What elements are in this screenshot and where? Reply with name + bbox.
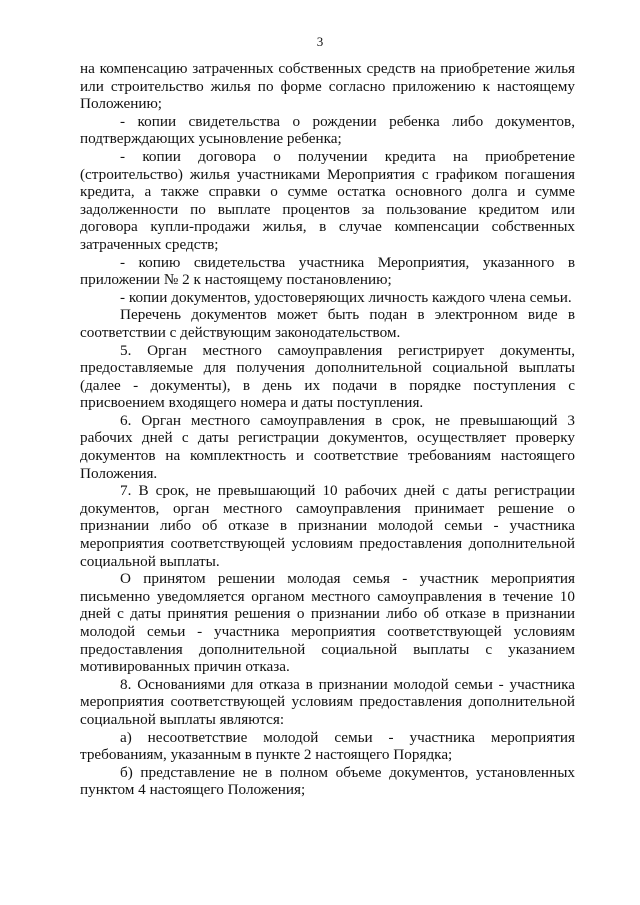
paragraph-application-continuation: на компенсацию затраченных собственных средств на приобретение жилья или строительство жилья по форме согласно приложению к настоящему Положению; <box>80 60 575 113</box>
paragraph-credit-agreement: - копии договора о получении кредита на приобретение (строительство) жилья участниками Мероприятия с графиком погашения кредита, а также справки о сумме остатка основного долга и сумме задолженности по выплате процентов за пользование кредитом или договора купли-продажи жилья, в случае компенсации собственных затраченных средств; <box>80 147 575 253</box>
document-body <box>80 60 575 799</box>
page-number: 3 <box>316 34 324 49</box>
paragraph-subitem-a: а) несоответствие молодой семьи - участника мероприятия требованиям, указанным в пункте 2 настоящего Порядка; <box>80 728 575 764</box>
paragraph-item-6: 6. Орган местного самоуправления в срок, не превышающий 3 рабочих дней с даты регистрации документов, осуществляет проверку документов на комплектность и соответствие требованиям настоящего Положения. <box>80 411 575 482</box>
paragraph-participant-certificate: - копию свидетельства участника Мероприятия, указанного в приложении № 2 к настоящему постановлению; <box>80 253 575 289</box>
paragraph-item-5: 5. Орган местного самоуправления регистрирует документы, предоставляемые для получения дополнительной социальной выплаты (далее - документы), в день их подачи в порядке поступления с присвоением входящего номера и даты поступления. <box>80 341 575 412</box>
paragraph-birth-certificate: - копии свидетельства о рождении ребенка либо документов, подтверждающих усыновление ребенка; <box>80 112 575 148</box>
paragraph-item-7: 7. В срок, не превышающий 10 рабочих дней с даты регистрации документов, орган местного самоуправления принимает решение о признании либо об отказе в признании молодой семьи - участника мероприятия соответствующей условиям предоставления дополнительной социальной выплаты. <box>80 482 575 570</box>
paragraph-identity-documents: - копии документов, удостоверяющих личность каждого члена семьи. <box>120 288 572 306</box>
paragraph-item-8: 8. Основаниями для отказа в признании молодой семьи - участника мероприятия соответствующей условиям предоставления дополнительной социальной выплаты являются: <box>80 675 575 728</box>
paragraph-electronic-submission: Перечень документов может быть подан в электронном виде в соответствии с действующим законодательством. <box>80 306 575 341</box>
paragraph-decision-notice: О принятом решении молодая семья - участник мероприятия письменно уведомляется органом местного самоуправления в течение 10 дней с даты принятия решения о признании либо об отказе в признании молодой семьи - участника мероприятия соответствующей условиям предоставления дополнительной социальной выплаты с указанием мотивированных причин отказа. <box>80 570 575 676</box>
paragraph-subitem-b: б) представление не в полном объеме документов, установленных пунктом 4 настоящего Положения; <box>80 763 575 799</box>
